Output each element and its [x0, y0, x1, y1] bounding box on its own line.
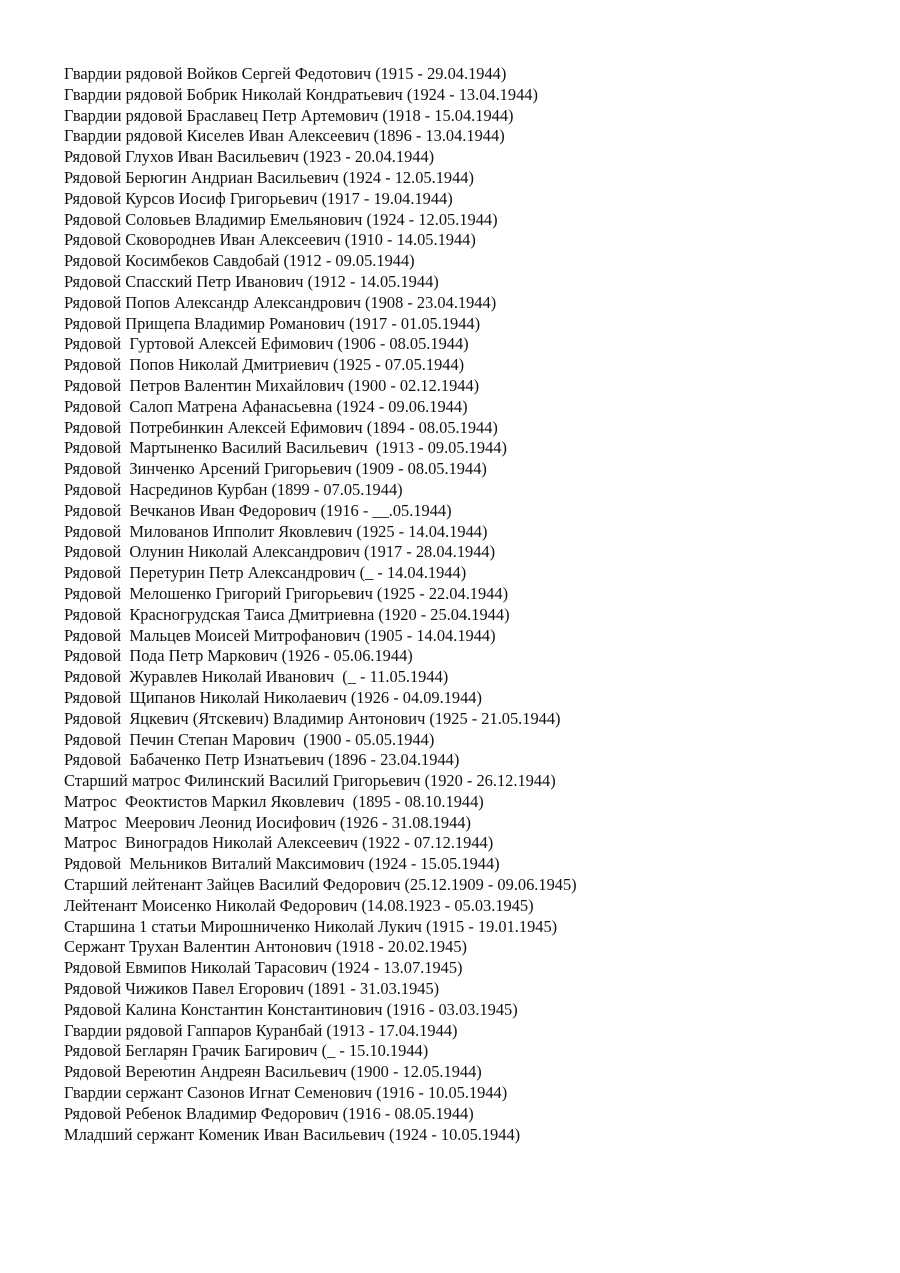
list-item: Рядовой Мелошенко Григорий Григорьевич (1925 - 22.04.1944)	[64, 583, 509, 603]
list-item: Старшина 1 статьи Мирошниченко Николай Лукич (1915 - 19.01.1945)	[64, 916, 558, 936]
list-item: Лейтенант Моисенко Николай Федорович (14.08.1923 - 05.03.1945)	[64, 895, 534, 915]
list-item: Гвардии рядовой Гаппаров Куранбай (1913 - 17.04.1944)	[64, 1020, 458, 1040]
list-item: Рядовой Попов Александр Александрович (1908 - 23.04.1944)	[64, 292, 497, 312]
list-item: Рядовой Косимбеков Савдобай (1912 - 09.05.1944)	[64, 251, 415, 271]
list-item: Рядовой Мельников Виталий Максимович (1924 - 15.05.1944)	[64, 854, 500, 874]
list-item: Рядовой Перетурин Петр Александрович (_ - 14.04.1944)	[64, 563, 467, 583]
names-list	[64, 64, 577, 1145]
list-item: Рядовой Журавлев Николай Иванович (_ - 11.05.1944)	[64, 667, 449, 687]
list-item: Рядовой Потребинкин Алексей Ефимович (1894 - 08.05.1944)	[64, 417, 498, 437]
list-item: Гвардии рядовой Киселев Иван Алексеевич (1896 - 13.04.1944)	[64, 126, 505, 146]
list-item: Гвардии сержант Сазонов Игнат Семенович (1916 - 10.05.1944)	[64, 1083, 508, 1103]
list-item: Матрос Феоктистов Маркил Яковлевич (1895 - 08.10.1944)	[64, 791, 484, 811]
list-item: Старший матрос Филинский Василий Григорьевич (1920 - 26.12.1944)	[64, 771, 556, 791]
list-item: Рядовой Глухов Иван Васильевич (1923 - 20.04.1944)	[64, 147, 435, 167]
list-item: Рядовой Соловьев Владимир Емельянович (1924 - 12.05.1944)	[64, 209, 498, 229]
list-item: Гвардии рядовой Бобрик Николай Кондратьевич (1924 - 13.04.1944)	[64, 84, 538, 104]
list-item: Младший сержант Коменик Иван Васильевич (1924 - 10.05.1944)	[64, 1124, 521, 1144]
list-item: Рядовой Милованов Ипполит Яковлевич (1925 - 14.04.1944)	[64, 521, 488, 541]
list-item: Рядовой Яцкевич (Ятскевич) Владимир Антонович (1925 - 21.05.1944)	[64, 708, 561, 728]
list-item: Рядовой Гуртовой Алексей Ефимович (1906 - 08.05.1944)	[64, 334, 469, 354]
list-item: Рядовой Мальцев Моисей Митрофанович (1905 - 14.04.1944)	[64, 625, 496, 645]
list-item: Рядовой Печин Степан Марович (1900 - 05.05.1944)	[64, 729, 435, 749]
list-item: Рядовой Берюгин Андриан Васильевич (1924 - 12.05.1944)	[64, 167, 474, 187]
list-item: Рядовой Чижиков Павел Егорович (1891 - 31.03.1945)	[64, 979, 440, 999]
list-item: Рядовой Красногрудская Таиса Дмитриевна (1920 - 25.04.1944)	[64, 604, 510, 624]
list-item: Старший лейтенант Зайцев Василий Федорович (25.12.1909 - 09.06.1945)	[64, 875, 577, 895]
list-item: Рядовой Бабаченко Петр Изнатьевич (1896 - 23.04.1944)	[64, 750, 460, 770]
list-item: Рядовой Зинченко Арсений Григорьевич (1909 - 08.05.1944)	[64, 459, 487, 479]
list-item: Рядовой Вереютин Андреян Васильевич (1900 - 12.05.1944)	[64, 1062, 482, 1082]
list-item: Рядовой Петров Валентин Михайлович (1900 - 02.12.1944)	[64, 375, 480, 395]
list-item: Рядовой Щипанов Николай Николаевич (1926 - 04.09.1944)	[64, 687, 482, 707]
list-item: Рядовой Прищепа Владимир Романович (1917 - 01.05.1944)	[64, 313, 481, 333]
list-item: Рядовой Курсов Иосиф Григорьевич (1917 - 19.04.1944)	[64, 188, 453, 208]
list-item: Матрос Меерович Леонид Иосифович (1926 - 31.08.1944)	[64, 812, 471, 832]
list-item: Сержант Трухан Валентин Антонович (1918 - 20.02.1945)	[64, 937, 467, 957]
list-item: Рядовой Насрединов Курбан (1899 - 07.05.1944)	[64, 479, 403, 499]
list-item: Рядовой Евмипов Николай Тарасович (1924 - 13.07.1945)	[64, 958, 463, 978]
list-item: Матрос Виноградов Николай Алексеевич (1922 - 07.12.1944)	[64, 833, 494, 853]
list-item: Рядовой Салоп Матрена Афанасьевна (1924 - 09.06.1944)	[64, 396, 468, 416]
list-item: Гвардии рядовой Браславец Петр Артемович (1918 - 15.04.1944)	[64, 105, 514, 125]
list-item: Гвардии рядовой Войков Сергей Федотович (1915 - 29.04.1944)	[64, 64, 507, 83]
list-item: Рядовой Сковороднев Иван Алексеевич (1910 - 14.05.1944)	[64, 230, 476, 250]
list-item: Рядовой Калина Константин Константинович (1916 - 03.03.1945)	[64, 999, 518, 1019]
list-item: Рядовой Спасский Петр Иванович (1912 - 14.05.1944)	[64, 271, 439, 291]
list-item: Рядовой Пода Петр Маркович (1926 - 05.06.1944)	[64, 646, 413, 666]
list-item: Рядовой Мартыненко Василий Васильевич (1913 - 09.05.1944)	[64, 438, 507, 458]
list-item: Рядовой Попов Николай Дмитриевич (1925 - 07.05.1944)	[64, 355, 465, 375]
list-item: Рядовой Олунин Николай Александрович (1917 - 28.04.1944)	[64, 542, 496, 562]
list-item: Рядовой Бегларян Грачик Багирович (_ - 15.10.1944)	[64, 1041, 429, 1061]
list-item: Рядовой Ребенок Владимир Федорович (1916 - 08.05.1944)	[64, 1103, 474, 1123]
list-item: Рядовой Вечканов Иван Федорович (1916 - __.05.1944)	[64, 500, 452, 520]
